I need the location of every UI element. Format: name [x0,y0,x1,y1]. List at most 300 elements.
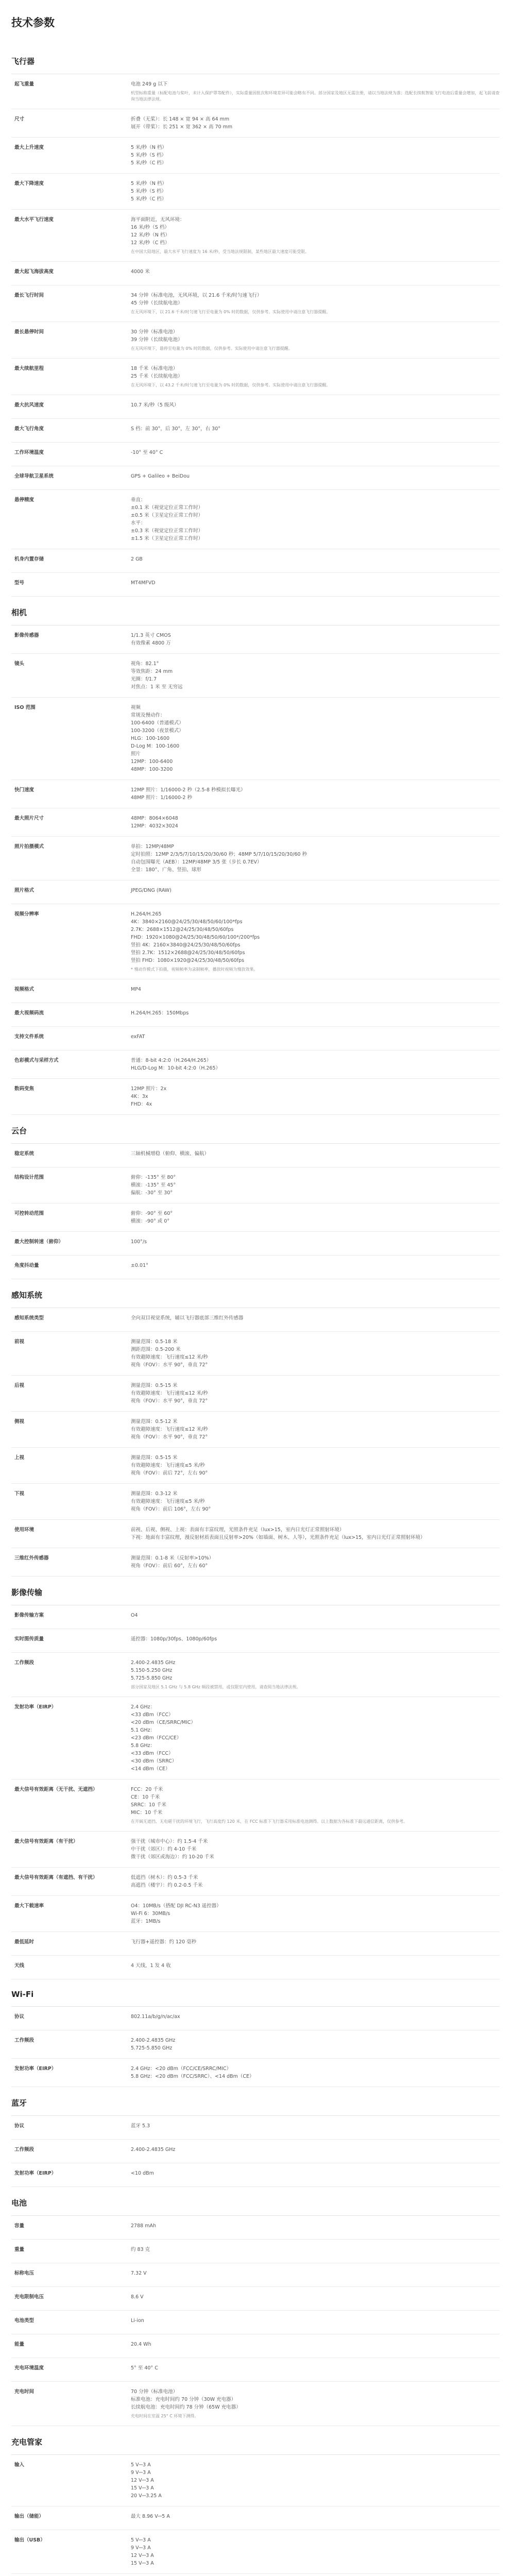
spec-label: 容量 [14,2223,25,2229]
spec-label: 发射功率（EIRP） [14,2066,57,2072]
spec-value-line: 15 V⎓3 A [131,2485,154,2491]
spec-row [11,549,500,573]
spec-value [131,1338,500,1369]
spec-value-line: 视角（FOV）：前后 106°，左右 90° [131,1506,211,1512]
spec-value-line: 有效像素 4800 万 [131,640,171,646]
spec-value [131,1382,500,1405]
spec-value [131,1009,500,1020]
spec-label: 电池类型 [14,2318,35,2324]
spec-value-line: 7.32 V [131,2270,147,2276]
spec-value-line: 测距范围：0.5-200 米 [131,1347,181,1352]
spec-label: 最大续航里程 [14,366,44,371]
spec-row [11,1167,500,1204]
spec-row [11,285,500,322]
spec-label: 协议 [14,2123,25,2129]
spec-row [11,74,500,109]
spec-row [11,654,500,698]
spec-value [131,496,500,543]
spec-value [131,910,500,973]
spec-label: 稳定系统 [14,1151,35,1157]
spec-label: 三维红外传感器 [14,1555,49,1561]
spec-value-line: 蓝牙 5.3 [131,2123,150,2129]
spec-row [11,2287,500,2311]
spec-label: 最大起飞海拔高度 [14,269,54,275]
spec-value-line: Wi-Fi 6：30MB/s [131,1911,170,1917]
spec-row [11,1050,500,1079]
spec-value-line: 48MP：8064×6048 [131,816,178,821]
spec-label: 下视 [14,1491,25,1497]
spec-value-line: 俯仰：-135° 至 80° [131,1175,176,1180]
page-title: 技术参数 [11,16,55,29]
spec-row [11,1027,500,1050]
spec-value-line: 视角（FOV）：水平 90°，垂直 72° [131,1398,208,1404]
spec-value-line: 5 米/秒（S 档） [131,152,166,158]
spec-label: 最大抗风速度 [14,402,44,408]
spec-label: 工作环境温度 [14,450,44,455]
spec-value [131,986,500,996]
spec-value-line: H.264/H.265 [131,911,162,917]
spec-value-line: <20 dBm（CE/SRRC/MIC） [131,1720,196,1725]
spec-value-line: 最大 8.96 V⎓5 A [131,2514,170,2519]
spec-value [131,1786,500,1825]
spec-value-line: 有效避障速度：飞行速度≤12 米/秒 [131,1391,208,1396]
spec-row [11,262,500,285]
spec-row [11,2358,500,2382]
spec-value [131,1238,500,1249]
spec-footnote: 机型标称重量（标配电池与桨叶，未计入保护罩等配件），实际重量因批次和环境差异可能会略有不同。部分国家及地区无需注册，请以当地法规为准；选配长续航智能飞行电池后重量会增加，起飞前请查询当地法律法规。 [131,91,500,101]
spec-label: 发射功率（EIRP） [14,1704,57,1710]
spec-value-line: 强干扰（城市中心）：约 1.5-4 千米 [131,1839,208,1844]
spec-row [11,2140,500,2163]
spec-value-line: FCC：20 千米 [131,1787,163,1792]
spec-row [11,174,500,210]
spec-value-line: FHD：1920×1080@24/25/30/48/50/60/100*/200*fps [131,935,260,940]
spec-value-line: 100-3200（夜景模式） [131,728,184,734]
spec-value-line: SRRC：10 千米 [131,1802,167,1808]
spec-footnote: 在中国大陆地区，最大水平飞行速度为 16 米/秒，受当地法规限制，某些地区最大速度可能受限。 [131,249,309,254]
spec-value-line: 802.11a/b/g/n/ac/ax [131,2014,180,2020]
spec-value-line: HLG：100-1600 [131,736,170,741]
spec-row [11,2163,500,2187]
spec-value-line: <10 dBm [131,2171,154,2176]
spec-value-line: MP4 [131,987,141,992]
section-title: 相机 [11,597,500,625]
spec-value-line: 标准电池：充电时间约 70 分钟（30W 充电器） [131,2397,236,2402]
spec-label: 最长悬停时间 [14,329,44,335]
spec-value-line: 5 米/秒（C 档） [131,160,167,166]
spec-value [131,1210,500,1225]
spec-label: 角度抖动量 [14,1263,39,1268]
spec-value-line: 竖拍 2.7K：1512×2688@24/25/30/48/50/60fps [131,950,245,956]
spec-label: 最大下载速率 [14,1903,44,1909]
section-title: 电池 [11,2187,500,2216]
spec-label: 最大视频码流 [14,1010,44,1016]
spec-value-line: H.264/H.265：150Mbps [131,1010,189,1016]
spec-value [131,2341,500,2351]
spec-value-line: 12 V⎓3 A [131,2553,154,2558]
spec-row [11,979,500,1003]
spec-label: 最长飞行时间 [14,293,44,298]
spec-row [11,1653,500,1697]
spec-value [131,555,500,566]
spec-value-line: <23 dBm（FCC/CE） [131,1735,182,1741]
spec-row [11,1308,500,1332]
spec-value [131,2461,500,2500]
spec-label: 视频格式 [14,987,35,992]
spec-value-line: 视角：82.1° [131,661,159,667]
spec-value-line: 高遮挡（楼宇）：约 0.2-0.5 千米 [131,1883,203,1888]
spec-label: 最大飞行角度 [14,426,44,432]
spec-row [11,109,500,138]
spec-value-line: 70 分钟（标准电池） [131,2389,178,2395]
spec-value [131,216,500,255]
spec-value-line: 12MP 照片：2x [131,1086,167,1092]
spec-value-line: 2.7K：2688×1512@24/25/30/48/50/60fps [131,927,234,933]
spec-row [11,1232,500,1256]
spec-row [11,466,500,490]
section-title: 感知系统 [11,1279,500,1308]
spec-value-line: 5 V⎓3 A [131,2462,151,2468]
spec-value [131,401,500,412]
spec-value-line: 8.6 V [131,2294,144,2300]
spec-value-line: 5 米/秒（C 档） [131,196,167,202]
spec-label: 输出（USB） [14,2537,45,2543]
spec-value-line: 2.4 GHz： [131,1704,156,1710]
spec-section [11,2426,500,2576]
spec-value-line: FHD：4x [131,1101,152,1107]
spec-value [131,1418,500,1441]
spec-value [131,786,500,802]
spec-row [11,1256,500,1279]
spec-row [11,1079,500,1115]
spec-value-line: 45 分钟（长续航电池） [131,300,183,306]
spec-label: 照片拍摄模式 [14,844,44,850]
spec-row [11,1932,500,1956]
spec-value [131,1874,500,1889]
spec-value-line: 48MP 照片：1/16000-2 秒 [131,795,192,801]
spec-value-line: 100°/s [131,1239,147,1245]
spec-value-line: 12 V⎓3 A [131,2478,154,2483]
spec-label: 标称电压 [14,2270,35,2276]
spec-value-line: 约 83 克 [131,2247,150,2252]
spec-label: 照片格式 [14,888,35,893]
spec-value-line: 12MP：100-6400 [131,759,173,765]
spec-label: ISO 范围 [14,705,36,710]
spec-row [11,2574,500,2576]
spec-value-line: 5.1 GHz： [131,1727,156,1733]
spec-value-line: 9 V⎓3 A [131,2470,151,2476]
spec-value [131,1057,500,1072]
spec-value-line: 测量范围：0.5-15 米 [131,1455,178,1461]
spec-label: 后视 [14,1383,25,1388]
spec-footnote: 在无风环境下，悬停至电量为 0% 时的数据，仅供参考。实际使用中请注意飞行器提醒。 [131,346,293,351]
spec-value-line: 1/1.3 英寸 CMOS [131,633,171,638]
spec-row [11,2059,500,2087]
spec-footnote: 在无风环境下，以 43.2 千米/时匀速飞行至电量为 0% 时的数据，仅供参考。实际使用中请注意飞行器提醒。 [131,383,331,387]
spec-row [11,904,500,979]
spec-value [131,1314,500,1325]
spec-label: 支持文件系统 [14,1034,44,1040]
spec-value-line: 对焦点：1 米 至 无穷远 [131,684,183,690]
spec-value-line: 测量范围：0.5-18 米 [131,1339,178,1345]
spec-footnote: 部分国家及地区 5.1 GHz 与 5.8 GHz 频段被禁用，或仅限室内使用，请查阅当地法律法规。 [131,1685,301,1689]
spec-value-line: 4 天线，1 发 4 收 [131,1963,171,1969]
spec-value [131,80,500,103]
spec-value-line: 视角（FOV）：前后 72°，左右 90° [131,1470,208,1476]
section-title: 蓝牙 [11,2087,500,2116]
spec-label: 上视 [14,1455,25,1461]
spec-value-line: 18 千米（标准电池） [131,366,178,371]
section-title: 云台 [11,1115,500,1144]
spec-footnote: 在开阔无遮挡、无电磁干扰的环境飞行，飞行高度约 120 米，在 FCC 标准下飞行器采用标准电池测得。以上数据为各标准下最远通信距离，仅供参考。 [131,1819,408,1824]
spec-value-line: 有效避障速度：飞行速度≤5 米/秒 [131,1463,205,1468]
spec-value [131,632,500,647]
spec-value-line: 2.4 GHz：<20 dBm（FCC/CE/SRRC/MIC） [131,2066,231,2072]
spec-value-line: 5.725-5.850 GHz [131,1675,173,1681]
spec-value-line: 15 V⎓3 A [131,2561,154,2566]
spec-label: 快门速度 [14,787,35,793]
spec-value [131,2013,500,2024]
spec-value-line: 30 分钟（标准电池） [131,329,178,335]
spec-row [11,1332,500,1376]
spec-value [131,704,500,773]
spec-row [11,1832,500,1868]
spec-value-line: -10° 至 40° C [131,450,163,455]
spec-value-line: ±0.3 米（视觉定位正常工作时） [131,528,203,534]
spec-value-line: 视角（FOV）：水平 90°，垂直 72° [131,1434,208,1440]
spec-section [11,1979,500,2087]
spec-value-line: 测量范围：0.5-15 米 [131,1383,178,1388]
spec-value-line: D-Log M：100-1600 [131,743,180,749]
spec-label: 充电时间 [14,2389,35,2395]
spec-value-line: 12MP 照片：1/16000-2 秒（2.5-8 秒模拟长曝光） [131,787,246,793]
spec-row [11,2382,500,2426]
spec-value-line: CE：10 千米 [131,1794,160,1800]
spec-value [131,2065,500,2080]
spec-row [11,1896,500,1932]
spec-value-line: 4K：3840×2160@24/25/30/48/50/60/100*fps [131,919,243,925]
spec-label: 输入 [14,2462,25,2468]
spec-value-line: S 档：前 30°，后 30°，左 30°，右 30° [131,426,220,432]
spec-value-line: O4：10MB/s（搭配 DJI RC-N3 遥控器） [131,1903,221,1909]
spec-row [11,1780,500,1832]
spec-value [131,2269,500,2280]
spec-value-line: 飞行器+遥控器：约 120 毫秒 [131,1939,197,1945]
spec-value [131,292,500,315]
spec-label: 天线 [14,1963,25,1969]
spec-value [131,2293,500,2304]
spec-value [131,2536,500,2567]
spec-label: 尺寸 [14,116,25,122]
spec-label: 色彩模式与采样方式 [14,1058,59,1063]
spec-value-line: 有效避障速度：飞行速度≤5 米/秒 [131,1499,205,1504]
spec-value [131,115,500,131]
spec-value-line: ±0.5 米（卫星定位正常工作时） [131,513,203,518]
spec-label: 协议 [14,2014,25,2020]
spec-value-line: 2.400-2.4835 GHz [131,2038,176,2043]
spec-sections [11,45,500,2576]
spec-value [131,843,500,874]
spec-value [131,180,500,203]
spec-row [11,2116,500,2140]
spec-value [131,815,500,830]
spec-value [131,2364,500,2375]
spec-label: 感知系统类型 [14,1315,44,1321]
spec-value [131,1554,500,1570]
spec-section [11,1279,500,1577]
spec-value-line: 竖拍 FHD：1080×1920@24/25/30/48/50/60fps [131,958,245,963]
spec-label: 侧视 [14,1419,25,1425]
spec-label: 最大下降速度 [14,181,44,187]
spec-value-line: 定时拍照：12MP 2/3/5/7/10/15/20/30/60 秒；48MP 5/7/10/15/20/30/60 秒 [131,852,307,857]
spec-value [131,1526,500,1541]
spec-value [131,1490,500,1513]
spec-value-line: 5.8 GHz： [131,1743,156,1749]
spec-value-line: JPEG/DNG (RAW) [131,888,171,893]
spec-value-line: 5 米/秒（N 档） [131,181,167,187]
spec-value-line: 水平： [131,520,146,526]
spec-value-line: 横滚：-90° 或 0° [131,1218,170,1224]
spec-section [11,2087,500,2187]
spec-value [131,1454,500,1477]
spec-row [11,1484,500,1520]
spec-value-line: <30 dBm（SRRC） [131,1758,177,1764]
spec-value-line: <33 dBm（FCC） [131,1751,174,1756]
spec-label: 最大照片尺寸 [14,816,44,821]
spec-value-line: 遥控器：1080p/30fps、1080p/60fps [131,1636,217,1642]
spec-value-line: 20 V⎓3.25 A [131,2493,162,2499]
spec-value-line: 100-6400（普通模式） [131,720,184,726]
spec-row [11,1144,500,1167]
spec-label: 能量 [14,2342,25,2347]
spec-label: 影像传输方案 [14,1613,44,1618]
spec-value [131,887,500,897]
spec-label: 视频分辨率 [14,911,39,917]
spec-value-line: 照片 [131,751,141,757]
spec-label: 使用环境 [14,1527,35,1533]
spec-label: 工作频段 [14,2147,35,2153]
spec-value [131,1938,500,1949]
spec-section [11,1115,500,1279]
spec-label: 充电限制电压 [14,2294,44,2300]
spec-value-line: 微干扰（郊区或海边）：约 10-20 千米 [131,1854,214,1860]
spec-value-line: 全景：180°、广角、竖拍、球形 [131,867,201,873]
spec-row [11,2334,500,2358]
section-title: 充电管家 [11,2426,500,2455]
spec-value [131,2513,500,2523]
spec-value [131,660,500,691]
spec-value-line: 常规及慢动作： [131,713,165,718]
spec-row [11,322,500,359]
spec-label: 前视 [14,1339,25,1345]
spec-value-line: 低遮挡（树木）：约 0.5-3 千米 [131,1875,198,1880]
spec-value-line: 自动包围曝光（AEB）：12MP/48MP 3/5 张（步长 0.7EV） [131,859,262,865]
spec-label: 工作频段 [14,2038,35,2043]
spec-value-line: 10.7 米/秒（5 级风） [131,402,179,408]
spec-value-line: 2.400-2.4835 GHz [131,1660,176,1666]
spec-label: 型号 [14,580,25,586]
spec-value [131,2388,500,2419]
spec-label: 实时图传质量 [14,1636,44,1642]
spec-value [131,1902,500,1925]
spec-row [11,1548,500,1577]
spec-value-line: 5 V⎓3 A [131,2537,151,2543]
spec-value [131,2317,500,2328]
spec-value-line: ±1.5 米（卫星定位正常工作时） [131,536,203,541]
spec-label: 镜头 [14,661,25,667]
spec-value [131,1659,500,1690]
spec-row [11,780,500,808]
spec-label: 最大水平飞行速度 [14,217,54,223]
spec-label: 工作频段 [14,1660,35,1666]
spec-value-line: 折叠（无桨）：长 148 × 宽 94 × 高 64 mm [131,116,230,122]
spec-value-line: exFAT [131,1034,145,1040]
spec-value-line: 横滚：-135° 至 45° [131,1182,176,1188]
spec-value-line: 5.725-5.850 GHz [131,2045,173,2051]
section-title: 影像传输 [11,1577,500,1605]
spec-value [131,2146,500,2157]
spec-value [131,2037,500,2052]
spec-value [131,1262,500,1273]
spec-row [11,1956,500,1979]
spec-row [11,1697,500,1780]
spec-row [11,2311,500,2334]
spec-value [131,1150,500,1161]
spec-row [11,837,500,880]
spec-value [131,1033,500,1044]
spec-value-line: 竖拍 4K：2160×3840@24/25/30/48/50/60fps [131,942,241,948]
spec-row [11,1868,500,1896]
spec-row [11,1629,500,1653]
spec-value-line: 有效避障速度：飞行速度≤12 米/秒 [131,1427,208,1432]
spec-value-line: 中干扰（郊区）：约 4-10 千米 [131,1846,197,1852]
spec-value-line: 有效避障速度：飞行速度≤12 米/秒 [131,1354,208,1360]
spec-label: 最大信号有效距离（无干扰、无遮挡） [14,1787,98,1792]
spec-value-line: 单拍：12MP/48MP [131,844,174,850]
spec-value-line: ±0.01° [131,1263,148,1268]
spec-value-line: 等效焦距：24 mm [131,669,173,674]
spec-value [131,1962,500,1973]
spec-value-line: 视角（FOV）：前后 60°，左右 60° [131,1563,208,1569]
spec-row [11,1605,500,1629]
spec-row [11,698,500,780]
spec-row [11,2216,500,2240]
spec-value-line: 4K：3x [131,1094,148,1099]
spec-row [11,2455,500,2506]
spec-value-line: 长续航电池：充电时间约 78 分钟（65W 充电器） [131,2404,241,2410]
spec-label: 发射功率（EIRP） [14,2171,57,2176]
spec-value [131,2222,500,2233]
spec-value-line: 前视、后视、侧视、上视：表面有丰富纹理，光照条件充足（lux>15，室内日光灯正常照射环境） [131,1527,345,1533]
spec-value-line: 光圈：f/1.7 [131,676,157,682]
spec-value-line: 下视：地面有丰富纹理，漫反射材质表面且反射率>20%（如墙面、树木、人等），光照条件充足（lux>15，室内日光灯正常照射环境） [131,1535,425,1540]
spec-value-line: 5.8 GHz：<20 dBm（FCC/SRRC）、<14 dBm（CE） [131,2074,254,2079]
spec-value-line: 2 GB [131,556,143,562]
spec-value [131,328,500,352]
spec-value [131,1612,500,1622]
spec-value-line: 12 米/秒（N 档） [131,232,170,238]
spec-row [11,490,500,549]
spec-row [11,1448,500,1484]
spec-value-line: 9 V⎓3 A [131,2545,151,2551]
spec-value-line: 5.150-5.250 GHz [131,1668,173,1673]
spec-value [131,1085,500,1108]
spec-row [11,573,500,597]
spec-footnote: 在无风环境下，以 21.6 千米/时匀速飞行至电量为 0% 时的数据，仅供参考。实际使用中请注意飞行器提醒。 [131,310,331,314]
spec-label: 结构设计范围 [14,1175,44,1180]
spec-row [11,419,500,443]
spec-row [11,138,500,174]
